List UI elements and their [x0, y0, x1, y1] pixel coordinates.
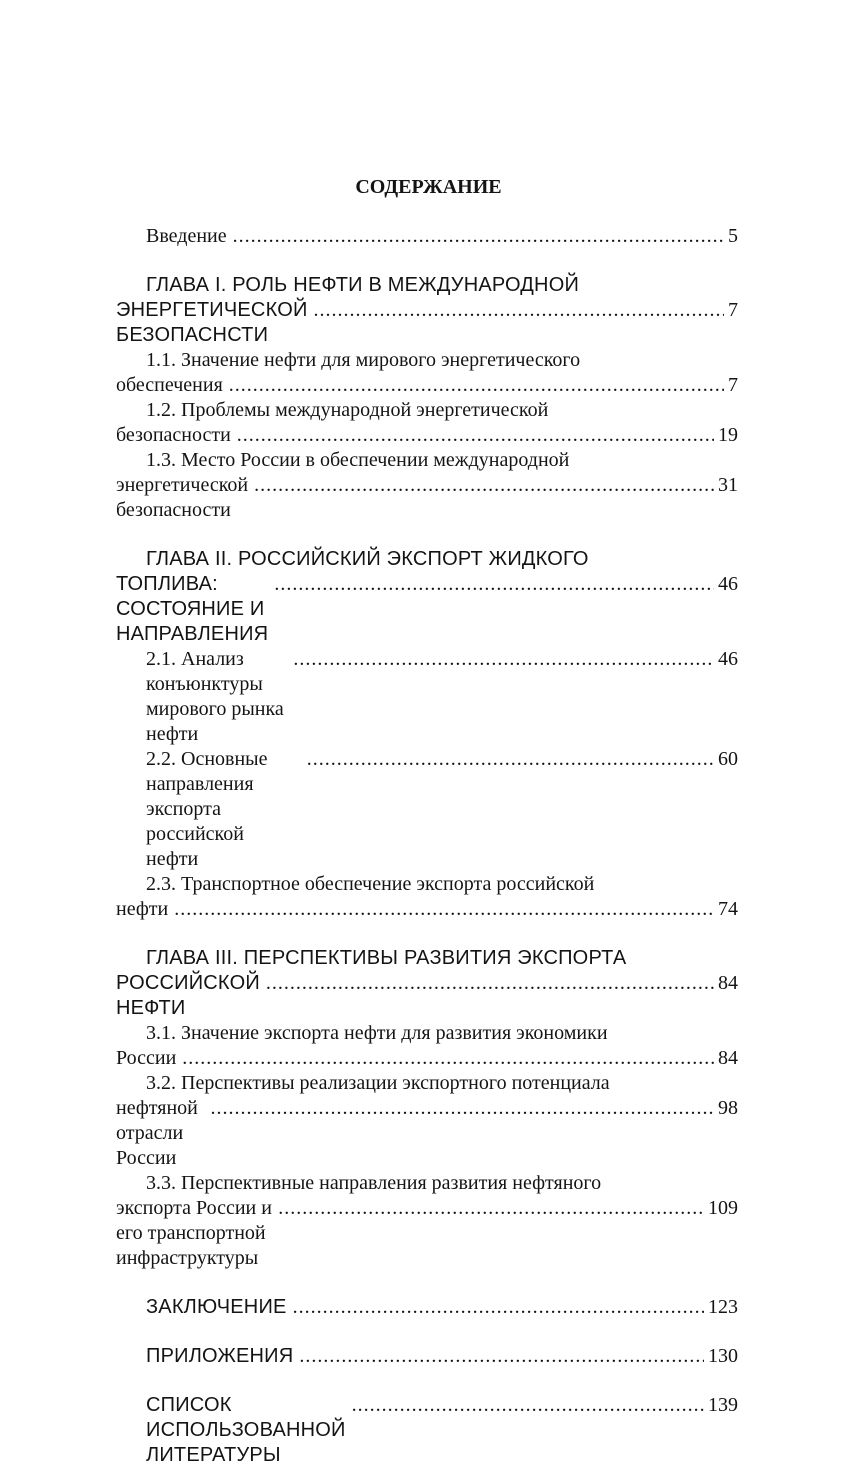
section-title-line: 2.3. Транспортное обеспечение экспорта российской — [146, 873, 595, 895]
chapter-title-line: ЭНЕРГЕТИЧЕСКОЙ БЕЗОПАСНСТИ — [116, 299, 308, 346]
section-title-line: 2.1. Анализ конъюнктуры мирового рынка нефти — [146, 648, 284, 745]
page-number: 130 — [708, 1345, 738, 1367]
toc-entry-label: Введение — [146, 225, 227, 247]
page-number: 46 — [718, 573, 738, 595]
dot-leader — [293, 647, 714, 672]
page-number: 60 — [718, 748, 738, 770]
section-title-line: нефти — [116, 898, 169, 920]
toc-entry-references[interactable] — [116, 1393, 738, 1468]
table-of-contents — [116, 224, 738, 1468]
page-number: 5 — [728, 225, 738, 247]
page-title: СОДЕРЖАНИЕ — [355, 176, 502, 198]
dot-leader — [254, 473, 714, 498]
page-number: 139 — [708, 1394, 738, 1416]
toc-entry-chapter-2[interactable] — [116, 547, 738, 647]
chapter-title-line: ГЛАВА II. РОССИЙСКИЙ ЭКСПОРТ ЖИДКОГО — [146, 548, 589, 570]
dot-leader — [182, 1046, 714, 1071]
toc-entry-section-1-3[interactable] — [116, 448, 738, 523]
page-number: 31 — [718, 474, 738, 496]
toc-entry-section-3-3[interactable] — [116, 1171, 738, 1271]
page-number: 19 — [718, 424, 738, 446]
section-title-line: 3.3. Перспективные направления развития нефтяного — [146, 1172, 602, 1194]
toc-entry-section-2-2[interactable] — [116, 747, 738, 872]
dot-leader — [210, 1096, 714, 1121]
dot-leader — [274, 572, 714, 597]
toc-entry-section-2-3[interactable] — [116, 872, 738, 922]
chapter-title-line: ГЛАВА III. ПЕРСПЕКТИВЫ РАЗВИТИЯ ЭКСПОРТА — [146, 947, 627, 969]
dot-leader — [229, 373, 724, 398]
section-title-line: 1.3. Место России в обеспечении международной — [146, 449, 570, 471]
chapter-title-line: ТОПЛИВА: СОСТОЯНИЕ И НАПРАВЛЕНИЯ — [116, 573, 269, 645]
toc-entry-appendices[interactable] — [116, 1344, 738, 1369]
section-title-line: безопасности — [116, 424, 231, 446]
toc-entry-label: ЗАКЛЮЧЕНИЕ — [146, 1296, 287, 1318]
page-number: 84 — [718, 972, 738, 994]
page-number: 74 — [718, 898, 738, 920]
toc-entry-section-1-1[interactable] — [116, 348, 738, 398]
page-number: 98 — [718, 1097, 738, 1119]
dot-leader — [237, 423, 714, 448]
section-title-line: 1.1. Значение нефти для мирового энергетического — [146, 349, 581, 371]
dot-leader — [266, 971, 714, 996]
chapter-title-line: ГЛАВА I. РОЛЬ НЕФТИ В МЕЖДУНАРОДНОЙ — [146, 274, 580, 296]
section-title-line: энергетической безопасности — [116, 474, 249, 521]
dot-leader — [278, 1196, 704, 1221]
dot-leader — [314, 298, 724, 323]
section-title-line: 1.2. Проблемы международной энергетической — [146, 399, 549, 421]
dot-leader — [233, 224, 724, 249]
toc-entry-intro[interactable] — [116, 224, 738, 249]
dot-leader — [293, 1295, 704, 1320]
toc-entry-section-3-2[interactable] — [116, 1071, 738, 1171]
section-title-line: нефтяной отрасли России — [116, 1097, 198, 1169]
section-title-line: 2.2. Основные направления экспорта российской нефти — [146, 748, 268, 870]
toc-entry-label: ПРИЛОЖЕНИЯ — [146, 1345, 294, 1367]
toc-entry-conclusion[interactable] — [116, 1295, 738, 1320]
dot-leader — [174, 897, 714, 922]
page-number: 7 — [728, 299, 738, 321]
dot-leader — [299, 1344, 704, 1369]
section-title-line: 3.1. Значение экспорта нефти для развития экономики — [146, 1022, 608, 1044]
page-number: 109 — [708, 1197, 738, 1219]
toc-entry-section-3-1[interactable] — [116, 1021, 738, 1071]
section-title-line: обеспечения — [116, 374, 223, 396]
dot-leader — [307, 747, 714, 772]
dot-leader — [352, 1393, 704, 1418]
toc-entry-label: СПИСОК ИСПОЛЬЗОВАННОЙ ЛИТЕРАТУРЫ — [146, 1394, 346, 1466]
section-title-line: России — [116, 1047, 177, 1069]
toc-entry-section-2-1[interactable] — [116, 647, 738, 747]
chapter-title-line: РОССИЙСКОЙ НЕФТИ — [116, 972, 260, 1019]
page-number: 7 — [728, 374, 738, 396]
toc-entry-chapter-3[interactable] — [116, 946, 738, 1021]
page-number: 123 — [708, 1296, 738, 1318]
toc-entry-chapter-1[interactable] — [116, 273, 738, 348]
toc-entry-section-1-2[interactable] — [116, 398, 738, 448]
section-title-line: экспорта России и его транспортной инфраструктуры — [116, 1197, 272, 1269]
page-number: 46 — [718, 648, 738, 670]
page-number: 84 — [718, 1047, 738, 1069]
section-title-line: 3.2. Перспективы реализации экспортного потенциала — [146, 1072, 610, 1094]
